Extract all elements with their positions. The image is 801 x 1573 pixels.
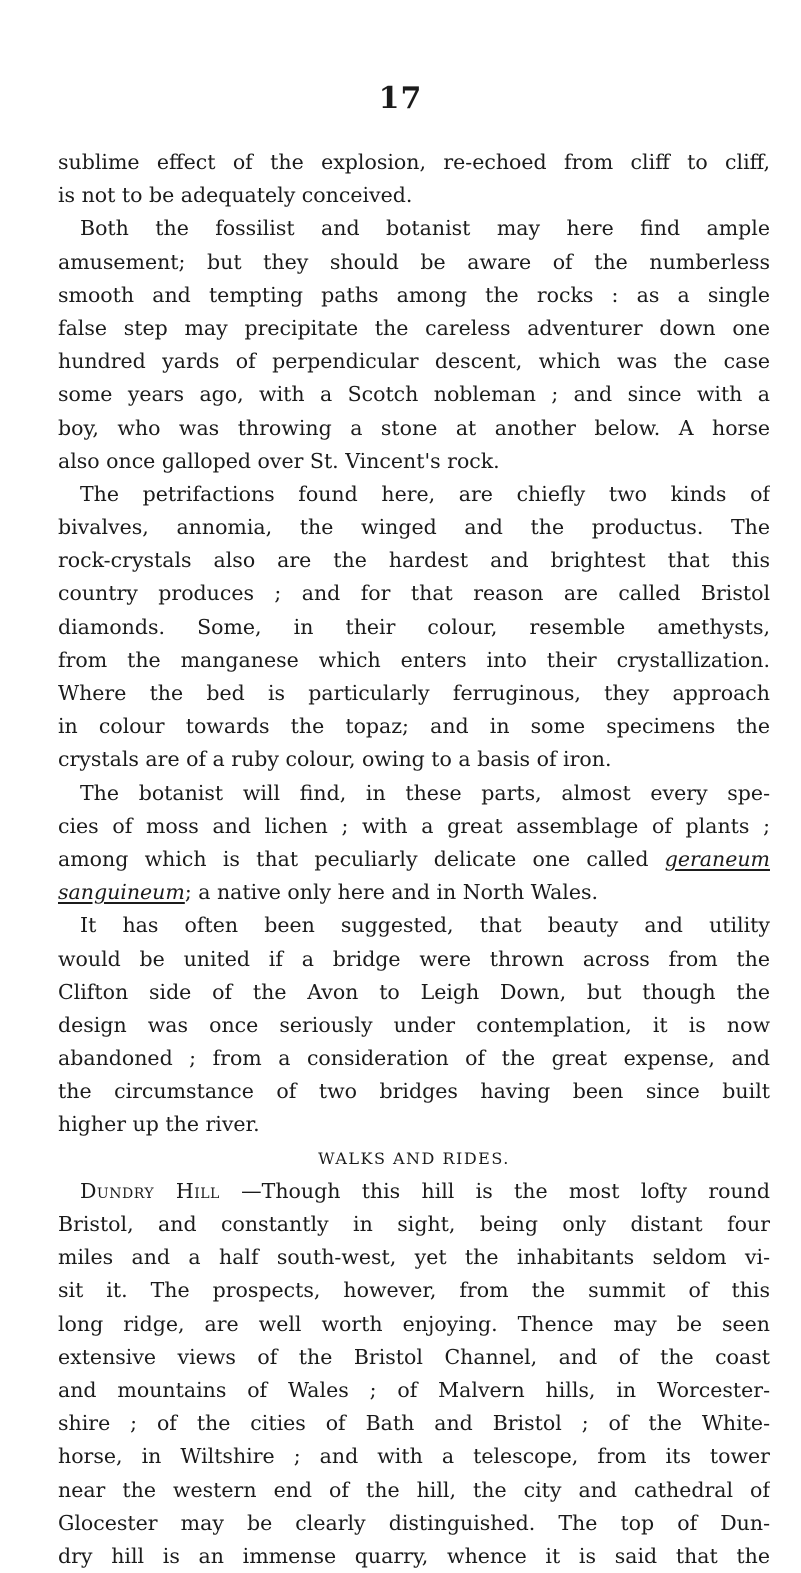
text-line: bivalves, annomia, the winged and the productus. The [58, 515, 770, 540]
text-line: rock-crystals also are the hardest and brightest that this [58, 548, 770, 573]
section-heading: WALKS AND RIDES. [318, 1148, 510, 1168]
italic-term: sanguineum [58, 880, 185, 905]
text-line: shire ; of the cities of Bath and Bristol ; of the White- [58, 1411, 770, 1436]
page-number: 17 [378, 81, 423, 116]
text-line: in colour towards the topaz; and in some specimens the [58, 714, 770, 739]
text-line: sit it. The prospects, however, from the summit of this [58, 1278, 770, 1303]
text-line: cies of moss and lichen ; with a great assemblage of plants ; [58, 813, 770, 838]
text-line: Clifton side of the Avon to Leigh Down, but though the [58, 979, 770, 1004]
paragraph-fossilist [58, 212, 770, 478]
text-line: The botanist will find, in these parts, almost every spe- [80, 780, 770, 805]
text-line: false step may precipitate the careless adventurer down one [58, 315, 770, 340]
text-line: horse, in Wiltshire ; and with a telescope, from its tower [58, 1444, 770, 1469]
text-line: amusement; but they should be aware of the numberless [58, 249, 770, 274]
body-text [58, 146, 770, 1573]
text-line: miles and a half south-west, yet the inhabitants seldom vi- [58, 1245, 770, 1270]
text-line [58, 1175, 770, 1208]
text-line: smooth and tempting paths among the rocks : as a single [58, 282, 770, 307]
text-line: diamonds. Some, in their colour, resemble amethysts, [58, 614, 770, 639]
text-line: Where the bed is particularly ferruginous, they approach [58, 681, 770, 705]
paragraph-bridge [58, 909, 770, 1141]
text-line: sublime effect of the explosion, re-echoed from cliff to cliff, [58, 150, 770, 174]
text-line: is not to be adequately conceived. [58, 183, 413, 208]
text-line: It has often been suggested, that beauty and utility [80, 913, 770, 938]
text-line: Both the fossilist and botanist may here find ample [80, 216, 770, 241]
text-line: from the manganese which enters into their crystallization. [58, 647, 770, 672]
text-line: the circumstance of two bridges having been since built [58, 1079, 770, 1104]
text-line: long ridge, are well worth enjoying. Thence may be seen [58, 1311, 770, 1336]
place-name: Dundry Hill [80, 1178, 220, 1203]
text-line: higher up the river. [58, 1112, 260, 1137]
paragraph-petrifactions [58, 478, 770, 777]
paragraph-botanist [58, 777, 770, 910]
text-line: boy, who was throwing a stone at another below. A horse [58, 415, 770, 440]
text-line: abandoned ; from a consideration of the great expense, and [58, 1046, 770, 1071]
text-line: The petrifactions found here, are chiefly two kinds of [80, 481, 770, 506]
text-line: country produces ; and for that reason are called Bristol [58, 581, 770, 606]
text-line: design was once seriously under contemplation, it is now [58, 1012, 770, 1037]
text-line: Glocester may be clearly distinguished. The top of Dun- [58, 1510, 770, 1535]
text-line: hundred yards of perpendicular descent, which was the case [58, 349, 770, 374]
text-line: some years ago, with a Scotch nobleman ; and since with a [58, 382, 770, 407]
text-line: dry hill is an immense quarry, whence it is said that the [58, 1543, 770, 1568]
text-line: also once galloped over St. Vincent's rock. [58, 448, 500, 473]
text-run: among which is that peculiarly delicate one called [58, 846, 665, 871]
paragraph-continuation [58, 146, 770, 212]
text-line: crystals are of a ruby colour, owing to a basis of iron. [58, 747, 612, 772]
text-line: extensive views of the Bristol Channel, and of the coast [58, 1344, 770, 1369]
text-line: near the western end of the hill, the city and cathedral of [58, 1477, 770, 1502]
text-line: Bristol, and constantly in sight, being only distant four [58, 1212, 770, 1236]
paragraph-dundry-hill [58, 1175, 770, 1573]
text-line: would be united if a bridge were thrown across from the [58, 946, 770, 971]
text-line: and mountains of Wales ; of Malvern hills, in Worcester- [58, 1377, 770, 1402]
text-run: ; a native only here and in North Wales. [184, 880, 599, 905]
italic-term: geraneum [664, 846, 770, 871]
text-line [58, 843, 770, 876]
text-line [58, 876, 770, 909]
text-run: —Though this hill is the most lofty round [219, 1178, 770, 1203]
